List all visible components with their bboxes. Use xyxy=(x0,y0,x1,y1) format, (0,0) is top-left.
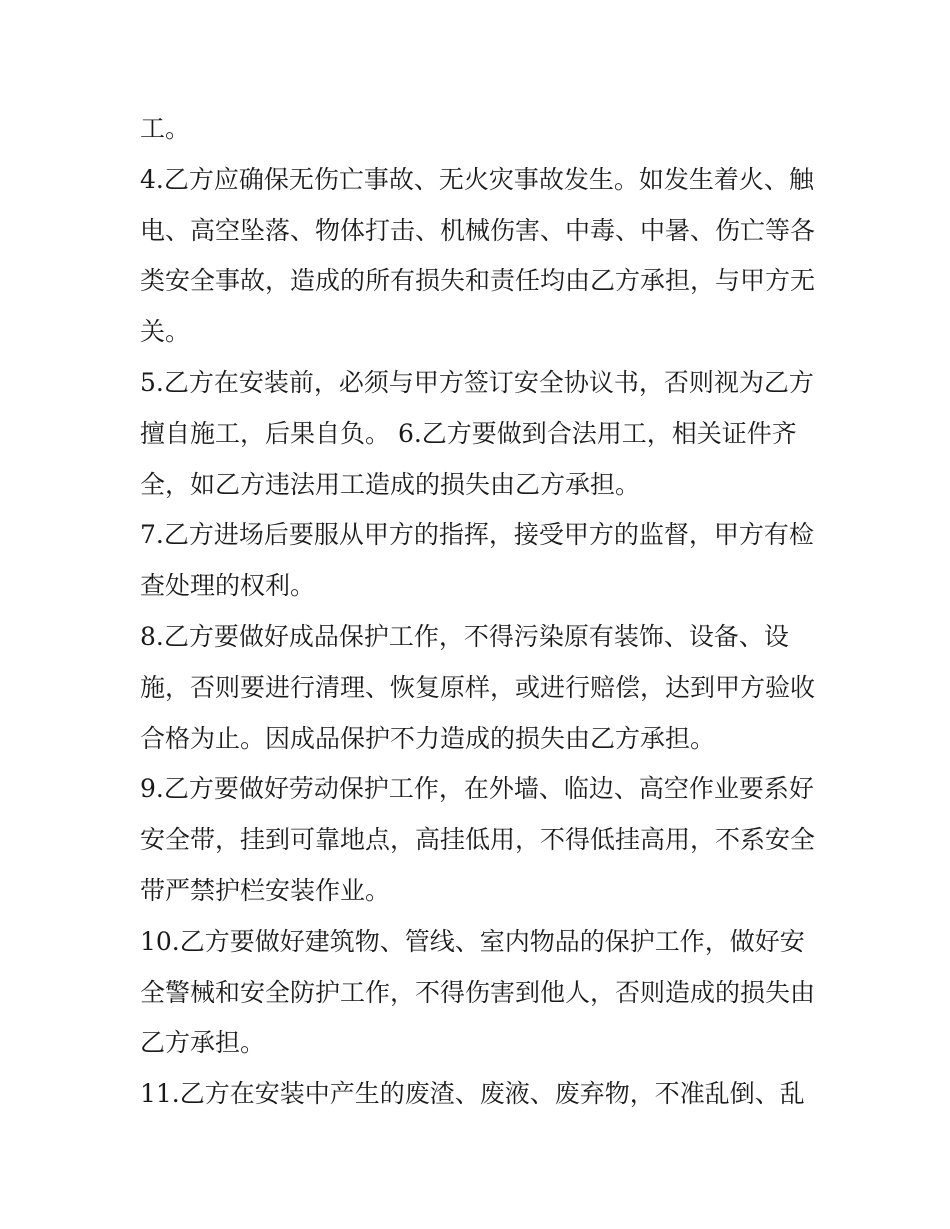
text-line: 7.乙方进场后要服从甲方的指挥，接受甲方的监督，甲方有检 xyxy=(140,520,814,550)
text-line: 安全带，挂到可靠地点，高挂低用，不得低挂高用，不系安全 xyxy=(140,825,816,855)
text-line: 合格为止。因成品保护不力造成的损失由乙方承担。 xyxy=(140,723,716,753)
text-line: 擅自施工，后果自负。 6.乙方要做到合法用工，相关证件齐 xyxy=(140,418,797,448)
text-line: 施，否则要进行清理、恢复原样，或进行赔偿，达到甲方验收 xyxy=(140,672,816,702)
text-line: 乙方承担。 xyxy=(140,1028,266,1058)
text-line: 关。 xyxy=(140,317,191,347)
text-line: 工。 xyxy=(140,114,191,143)
text-line: 带严禁护栏安装作业。 xyxy=(140,875,391,905)
text-line: 5.乙方在安装前，必须与甲方签订安全协议书，否则视为乙方 xyxy=(140,367,814,397)
text-line: 9.乙方要做好劳动保护工作，在外墙、临边、高空作业要系好 xyxy=(140,774,814,804)
text-line: 11.乙方在安装中产生的废渣、废液、废弃物，不准乱倒、乱 xyxy=(140,1079,805,1109)
text-line: 电、高空坠落、物体打击、机械伤害、中毒、中暑、伤亡等各 xyxy=(140,215,816,245)
contract-text xyxy=(140,104,820,1120)
text-line: 全，如乙方违法用工造成的损失由乙方承担。 xyxy=(140,469,641,499)
text-line: 10.乙方要做好建筑物、管线、室内物品的保护工作，做好安 xyxy=(140,926,805,956)
text-line: 查处理的权利。 xyxy=(140,571,316,601)
text-line: 类安全事故，造成的所有损失和责任均由乙方承担，与甲方无 xyxy=(140,266,816,296)
text-line: 全警械和安全防护工作，不得伤害到他人，否则造成的损失由 xyxy=(140,977,816,1007)
text-line: 8.乙方要做好成品保护工作，不得污染原有装饰、设备、设 xyxy=(140,621,789,651)
text-line: 4.乙方应确保无伤亡事故、无火灾事故发生。如发生着火、触 xyxy=(140,164,814,194)
